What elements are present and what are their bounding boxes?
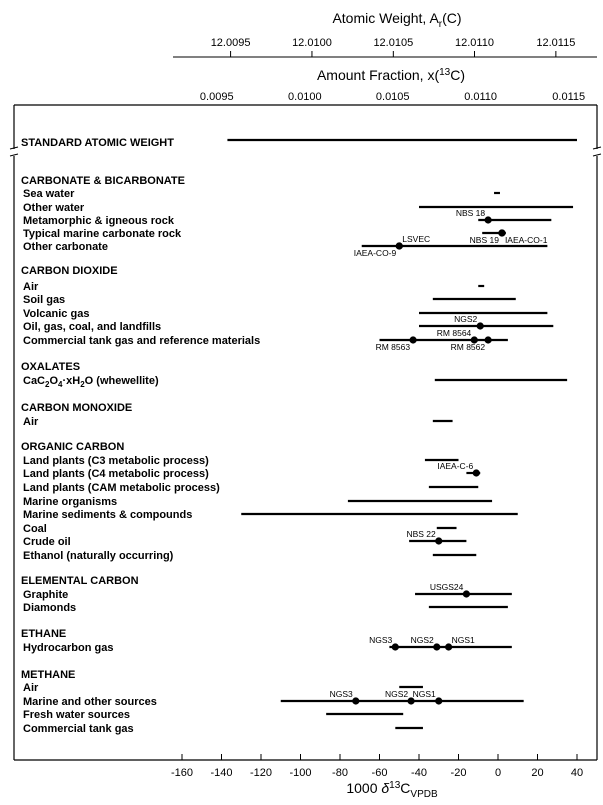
atomic-weight-tick-label: 12.0095 [210,37,251,49]
row-label: Marine sediments & compounds [23,509,193,521]
reference-material-point [352,697,359,704]
reference-material-label: IAEA-C-6 [437,461,474,471]
atomic-weight-tick-label: 12.0115 [536,37,576,49]
reference-material-label: RM 8564 [436,328,472,338]
row-label: Coal [23,523,47,535]
reference-material-point [409,336,416,343]
delta-tick-label: -60 [371,767,388,779]
amount-fraction-axis-title: Amount Fraction, x($^{13}$C) [316,67,466,83]
range-row [23,188,500,200]
row-label: Air [23,682,39,694]
delta-tick-label: -40 [411,767,427,779]
reference-material-label: NGS2 [454,314,478,324]
group-carbon-dioxide [21,265,553,352]
atomic-weight-axis-title: Atomic Weight, $A_r(C)$ [332,10,462,30]
range-row [23,375,567,389]
row-label: Other carbonate [23,241,108,253]
range-row [23,281,484,293]
row-label: Soil gas [23,294,66,306]
reference-material-label: NGS1 [412,689,436,699]
atomic-weight-axis [173,10,597,57]
range-row [23,550,476,562]
row-label: Commercial tank gas and reference materials [23,335,261,347]
row-label: Fresh water sources [23,709,130,721]
reference-material-label: NBS 18 [455,208,486,218]
group-header: CARBON DIOXIDE [21,265,118,277]
reference-material-point [435,697,442,704]
delta-tick-label: -140 [210,767,233,779]
reference-material-label: NGS2 [410,635,434,645]
range-row [23,455,459,467]
range-row [23,602,508,614]
range-row [23,294,516,306]
row-label: Air [23,416,39,428]
group-oxalates [21,361,567,389]
group-header: OXALATES [21,361,81,373]
row-label: Other water [23,202,85,214]
group-carbon-monoxide [21,402,453,428]
atomic-weight-tick-label: 12.0110 [455,37,494,49]
reference-material-label: NGS2 [384,689,409,699]
group-organic-carbon [21,441,518,562]
range-row [23,202,573,214]
range-row [23,523,457,535]
row-label: Sea water [23,188,75,200]
row-label: Oil, gas, coal, and landfills [23,321,162,333]
delta-tick-label: 20 [531,767,544,779]
row-label: Marine and other sources [23,696,157,708]
range-row [23,208,551,227]
row-label: Diamonds [23,602,77,614]
reference-material-point [485,336,492,343]
amount-fraction-tick-label: 0.0100 [288,91,322,103]
range-row [23,416,453,428]
atomic-weight-tick-label: 12.0100 [292,37,332,49]
reference-material-point [485,216,492,223]
delta-tick-label: 0 [494,767,502,779]
reference-material-label: USGS24 [429,582,464,592]
reference-material-point [396,242,403,249]
range-row [23,509,518,521]
group-carbonate-bicarbonate [21,175,573,258]
reference-material-label: LSVEC [402,234,431,244]
delta-axis [171,754,583,800]
row-label: Air [23,281,39,293]
delta-tick-label: -120 [249,767,273,779]
delta-tick-label: 40 [570,767,584,779]
row-label: Metamorphic & igneous rock [23,215,174,227]
group-header: CARBONATE & BICARBONATE [21,175,185,187]
row-label: Graphite [23,589,69,601]
range-row [23,314,553,333]
row-label: Marine organisms [23,496,118,508]
delta-tick-label: -160 [170,767,194,779]
group-elemental-carbon [21,575,512,614]
row-label: Hydrocarbon gas [23,642,114,654]
reference-material-label: NGS3 [329,689,353,699]
amount-fraction-tick-label: 0.0110 [464,91,498,103]
row-label: Ethanol (naturally occurring) [23,550,174,562]
group-header: ETHANE [21,628,67,640]
delta-tick-label: -80 [332,767,348,779]
row-label: Land plants (CAM metabolic process) [23,482,220,494]
row-label: Volcanic gas [23,308,90,320]
reference-material-point [477,322,484,329]
amount-fraction-tick-label: 0.0105 [375,91,410,103]
amount-fraction-axis [200,67,585,103]
group-header: CARBON MONOXIDE [21,402,133,414]
group-header: METHANE [21,669,76,681]
range-row [23,689,524,708]
reference-material-label: NGS3 [369,635,393,645]
reference-material-label: NBS 19 [469,235,499,245]
reference-material-point [473,469,480,476]
row-label: Crude oil [23,536,71,548]
reference-material-label: RM 8563 [375,342,411,352]
range-row [23,709,403,721]
amount-fraction-tick-label: 0.0115 [552,91,586,103]
reference-material-point [433,643,440,650]
delta-tick-label: -100 [289,767,312,779]
range-row [23,635,512,654]
plot-frame [10,105,601,760]
range-row [23,529,466,548]
reference-material-label: IAEA-CO-9 [353,248,397,258]
reference-material-label: RM 8562 [450,342,486,352]
row-label: Commercial tank gas [23,723,134,735]
reference-material-point [435,537,442,544]
range-row [23,682,423,694]
atomic-weight-tick-label: 12.0105 [373,37,414,49]
reference-material-label: IAEA-CO-1 [504,235,548,245]
reference-material-point [392,643,399,650]
row-label: Typical marine carbonate rock [23,228,182,240]
standard-atomic-weight-label: STANDARD ATOMIC WEIGHT [21,137,174,149]
row-label: Land plants (C3 metabolic process) [23,455,209,467]
reference-material-point [463,590,470,597]
range-row [23,723,423,735]
range-row [23,496,492,508]
group-header: ORGANIC CARBON [21,441,125,453]
delta-tick-label: -20 [450,767,467,779]
standard-atomic-weight-row [21,137,577,149]
reference-material-label: NGS1 [451,635,475,645]
group-methane [21,669,524,735]
reference-material-label: NBS 22 [406,529,436,539]
row-label: Land plants (C4 metabolic process) [23,468,209,480]
range-row [23,482,478,494]
group-header: ELEMENTAL CARBON [21,575,139,587]
amount-fraction-tick-label: 0.0095 [199,91,234,103]
group-ethane [21,628,512,654]
delta-axis-title: 1000 $\delta^{13}C_{VPDB}$ [346,780,438,800]
row-label: $CaC_2O_4\cdot xH_2O$ (whewellite) [23,375,159,389]
